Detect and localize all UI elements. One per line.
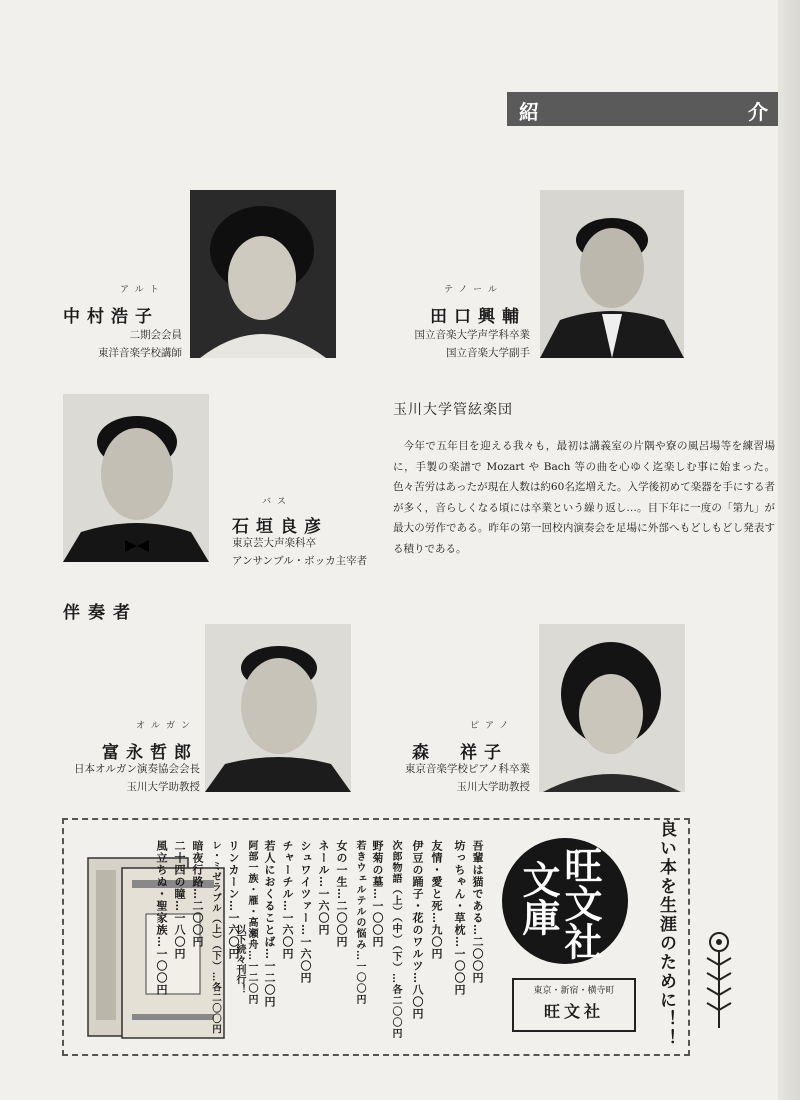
brand-line1: 旺文社 [558, 846, 603, 960]
credential-line: 東京音楽学校ピアノ科卒業 [404, 763, 530, 775]
orchestra-title: 玉川大学管絃楽団 [393, 402, 513, 418]
book-list-item: ネール…一六〇円 [317, 840, 330, 936]
slogan: 良い本を生涯のために！！ [656, 820, 676, 1048]
brand-line2: 文庫 [516, 860, 561, 936]
credential-line: アンサンブル・ボッカ主宰者 [232, 555, 368, 567]
photo-alto [190, 190, 336, 358]
continued-note: 以下続々刊行！ [234, 924, 245, 994]
publisher-name: 旺文社 [543, 1002, 604, 1021]
header-left: 紹 [519, 100, 541, 124]
book-list-item: 若きウェルテルの悩み…一〇〇円 [354, 840, 365, 1005]
role-label: バス [262, 497, 293, 507]
credential-line: 玉川大学助教授 [126, 781, 200, 793]
book-list-item: 二十四の瞳…一八〇円 [173, 840, 186, 960]
header-right: 介 [748, 100, 770, 124]
credential-line: 東京芸大声楽科卒 [232, 537, 316, 549]
performer-name: 富永哲郎 [102, 743, 198, 763]
credential-line: 二期会会員 [129, 329, 182, 341]
credential-line: 国立音楽大学声学科卒業 [414, 329, 530, 341]
performer-name: 森 祥子 [412, 743, 508, 763]
book-list-item: 暗夜行路…二〇〇円 [191, 840, 204, 948]
accompanists-title: 伴奏者 [63, 603, 138, 623]
credential-line: 国立音楽大学副手 [446, 347, 530, 359]
role-label: ピアノ [470, 721, 515, 731]
page-edge [778, 0, 800, 1100]
book-list-item: リンカーン…一六〇円 [227, 840, 240, 960]
book-list-item: 風立ちぬ・聖家族…一〇〇円 [155, 840, 168, 996]
role-label: オルガン [136, 721, 197, 731]
book-list-item: シュワイツァー…一六〇円 [299, 840, 312, 984]
performer-credentials [60, 326, 182, 362]
book-list-item: 野菊の墓…一〇〇円 [371, 840, 384, 948]
photo-piano [539, 624, 685, 792]
credential-line: 玉川大学助教授 [456, 781, 530, 793]
role-label: テノール [444, 285, 503, 295]
publisher-advertisement [62, 818, 690, 1056]
section-header [507, 92, 778, 126]
book-list-item: チャーチル…一六〇円 [281, 840, 294, 960]
book-list-item: 坊っちゃん・草枕…一〇〇円 [453, 840, 466, 996]
photo-tenor [540, 190, 684, 358]
book-list-item: 女の一生…二〇〇円 [335, 840, 348, 948]
photo-bass [63, 394, 209, 562]
book-list-item: 友情・愛と死…九〇円 [430, 840, 443, 960]
performer-name: 中村浩子 [63, 307, 159, 327]
credential-line: 日本オルガン演奏協会会長 [74, 763, 200, 775]
performer-credentials [388, 326, 530, 362]
photo-organ [205, 624, 351, 792]
book-list-item: 伊豆の踊子・花のワルツ…八〇円 [411, 840, 424, 1020]
performer-credentials [50, 760, 200, 796]
performer-name: 石垣良彦 [232, 517, 328, 537]
flower-ornament [703, 930, 735, 1030]
book-list-item: 次郎物語（上）（中）（下）…各二〇〇円 [390, 840, 401, 1039]
book-list-item: 若人におくることば…一二〇円 [263, 840, 276, 1008]
bunko-logo [502, 838, 628, 964]
performer-credentials [378, 760, 530, 796]
performer-credentials [232, 534, 392, 570]
book-list-item: 阿部一族・雁・高瀬舟…一二〇円 [246, 840, 257, 1005]
publisher-address: 東京・新宿・横寺町 [533, 986, 615, 996]
credential-line: 東洋音楽学校講師 [98, 347, 182, 359]
role-label: アルト [120, 285, 165, 295]
publisher-box [512, 978, 636, 1032]
orchestra-description: 今年で五年目を迎える我々も，最初は講義室の片隅や寮の風呂場等を練習場に，手製の楽譜で Mozart や Bach 等の曲を心ゆく迄楽しむ事に始まった。色々苦労はあったが現在人数は約60名迄増えた。入学後初めて楽器を手にする者が多く，音らしくなる頃には卒業という繰り返し…。目下年に一度の「第九」が最大の労作である。昨年の第一回校内演奏会を足場に外部へもどしもどし発表する積りである。 [393, 440, 775, 555]
book-list-item: レ・ミゼラブル（上）（下）…各二〇〇円 [210, 840, 221, 1035]
performer-name: 田口興輔 [430, 307, 526, 327]
book-list-item: 吾輩は猫である…二〇〇円 [471, 840, 484, 984]
